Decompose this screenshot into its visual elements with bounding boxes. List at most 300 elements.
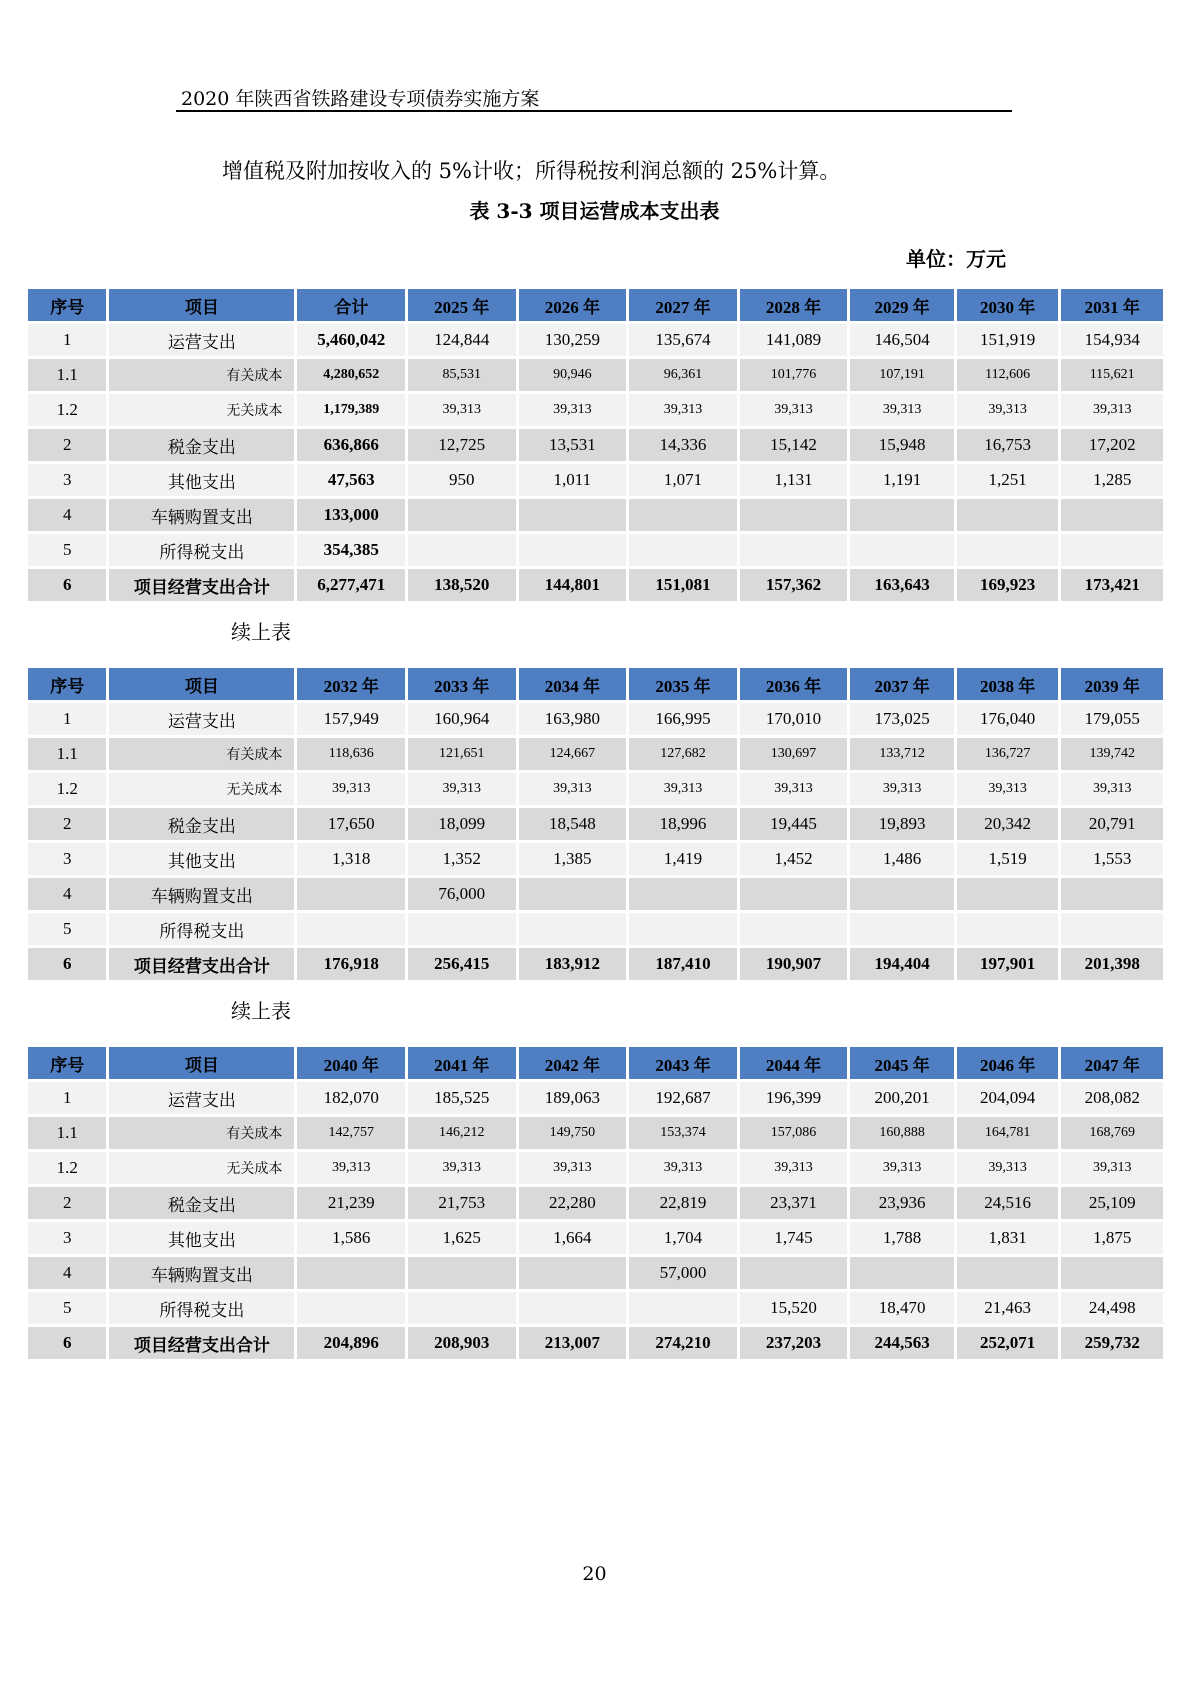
value-cell	[740, 878, 848, 910]
column-header: 项目	[109, 289, 294, 321]
value-cell	[850, 913, 954, 945]
row-index-cell: 1.2	[28, 773, 106, 805]
value-cell: 47,563	[297, 464, 405, 496]
row-index-cell: 3	[28, 464, 106, 496]
value-cell: 160,964	[408, 703, 516, 735]
value-cell	[1061, 878, 1163, 910]
value-cell: 160,888	[850, 1117, 954, 1149]
table-row	[28, 324, 1163, 356]
value-cell: 1,285	[1061, 464, 1163, 496]
value-cell: 197,901	[957, 948, 1059, 980]
column-header: 序号	[28, 289, 106, 321]
value-cell: 164,781	[957, 1117, 1059, 1149]
value-cell: 142,757	[297, 1117, 405, 1149]
column-header: 2038 年	[957, 668, 1059, 700]
table-header-row	[28, 1047, 1163, 1079]
value-cell	[297, 1257, 405, 1289]
page-number: 20	[582, 1563, 607, 1585]
row-index-cell: 4	[28, 1257, 106, 1289]
table-row	[28, 429, 1163, 461]
value-cell: 190,907	[740, 948, 848, 980]
value-cell: 185,525	[408, 1082, 516, 1114]
value-cell: 950	[408, 464, 516, 496]
row-item-cell: 税金支出	[109, 808, 294, 840]
value-cell: 21,239	[297, 1187, 405, 1219]
column-header: 2025 年	[408, 289, 516, 321]
value-cell: 636,866	[297, 429, 405, 461]
row-item-cell: 车辆购置支出	[109, 499, 294, 531]
value-cell: 130,259	[519, 324, 627, 356]
continue-label-2: 续上表	[231, 999, 291, 1023]
table-row	[28, 359, 1163, 391]
row-item-cell: 其他支出	[109, 464, 294, 496]
value-cell	[519, 1257, 627, 1289]
value-cell: 96,361	[629, 359, 737, 391]
row-index-cell: 2	[28, 808, 106, 840]
value-cell	[740, 1257, 848, 1289]
value-cell: 1,519	[957, 843, 1059, 875]
value-cell: 151,919	[957, 324, 1059, 356]
column-header: 序号	[28, 668, 106, 700]
value-cell	[408, 913, 516, 945]
value-cell: 124,667	[519, 738, 627, 770]
value-cell: 17,650	[297, 808, 405, 840]
value-cell: 18,099	[408, 808, 516, 840]
value-cell: 256,415	[408, 948, 516, 980]
value-cell: 20,342	[957, 808, 1059, 840]
row-index-cell: 3	[28, 1222, 106, 1254]
value-cell: 22,280	[519, 1187, 627, 1219]
value-cell	[957, 1257, 1059, 1289]
value-cell: 149,750	[519, 1117, 627, 1149]
value-cell: 39,313	[629, 773, 737, 805]
value-cell: 1,071	[629, 464, 737, 496]
value-cell: 183,912	[519, 948, 627, 980]
value-cell: 23,371	[740, 1187, 848, 1219]
row-index-cell: 1.1	[28, 1117, 106, 1149]
value-cell	[740, 499, 848, 531]
value-cell: 259,732	[1061, 1327, 1163, 1359]
value-cell	[297, 1292, 405, 1324]
value-cell: 19,893	[850, 808, 954, 840]
table-row	[28, 1187, 1163, 1219]
value-cell: 76,000	[408, 878, 516, 910]
value-cell	[740, 913, 848, 945]
value-cell: 130,697	[740, 738, 848, 770]
value-cell: 146,504	[850, 324, 954, 356]
value-cell: 39,313	[297, 1152, 405, 1184]
value-cell: 15,948	[850, 429, 954, 461]
value-cell: 194,404	[850, 948, 954, 980]
value-cell: 1,664	[519, 1222, 627, 1254]
row-item-cell: 项目经营支出合计	[109, 948, 294, 980]
value-cell: 15,142	[740, 429, 848, 461]
value-cell: 39,313	[629, 1152, 737, 1184]
value-cell: 39,313	[1061, 1152, 1163, 1184]
row-item-cell: 运营支出	[109, 324, 294, 356]
value-cell: 1,831	[957, 1222, 1059, 1254]
value-cell: 144,801	[519, 569, 627, 601]
column-header: 2027 年	[629, 289, 737, 321]
value-cell	[408, 499, 516, 531]
value-cell: 127,682	[629, 738, 737, 770]
value-cell: 133,000	[297, 499, 405, 531]
value-cell: 1,704	[629, 1222, 737, 1254]
row-item-cell: 税金支出	[109, 1187, 294, 1219]
value-cell: 1,385	[519, 843, 627, 875]
value-cell: 39,313	[740, 394, 848, 426]
row-item-cell: 其他支出	[109, 1222, 294, 1254]
value-cell: 90,946	[519, 359, 627, 391]
column-header: 2039 年	[1061, 668, 1163, 700]
value-cell: 39,313	[408, 773, 516, 805]
value-cell: 208,082	[1061, 1082, 1163, 1114]
value-cell: 135,674	[629, 324, 737, 356]
column-header: 2047 年	[1061, 1047, 1163, 1079]
value-cell: 274,210	[629, 1327, 737, 1359]
column-header: 2036 年	[740, 668, 848, 700]
row-index-cell: 6	[28, 1327, 106, 1359]
row-index-cell: 1	[28, 1082, 106, 1114]
value-cell: 1,553	[1061, 843, 1163, 875]
row-index-cell: 2	[28, 429, 106, 461]
value-cell	[740, 534, 848, 566]
value-cell: 157,086	[740, 1117, 848, 1149]
table-total-row	[28, 569, 1163, 601]
column-header: 2045 年	[850, 1047, 954, 1079]
value-cell: 25,109	[1061, 1187, 1163, 1219]
column-header: 2033 年	[408, 668, 516, 700]
value-cell: 354,385	[297, 534, 405, 566]
value-cell: 204,896	[297, 1327, 405, 1359]
value-cell	[850, 499, 954, 531]
value-cell	[408, 534, 516, 566]
value-cell: 39,313	[957, 773, 1059, 805]
value-cell: 121,651	[408, 738, 516, 770]
row-index-cell: 5	[28, 534, 106, 566]
value-cell: 168,769	[1061, 1117, 1163, 1149]
row-index-cell: 4	[28, 878, 106, 910]
row-item-cell: 无关成本	[109, 394, 294, 426]
table-row	[28, 913, 1163, 945]
value-cell: 18,548	[519, 808, 627, 840]
value-cell: 18,996	[629, 808, 737, 840]
value-cell: 173,025	[850, 703, 954, 735]
value-cell	[408, 1257, 516, 1289]
row-item-cell: 所得税支出	[109, 913, 294, 945]
value-cell: 204,094	[957, 1082, 1059, 1114]
row-item-cell: 运营支出	[109, 1082, 294, 1114]
value-cell: 39,313	[629, 394, 737, 426]
value-cell: 179,055	[1061, 703, 1163, 735]
value-cell: 163,980	[519, 703, 627, 735]
value-cell: 39,313	[957, 394, 1059, 426]
row-item-cell: 车辆购置支出	[109, 1257, 294, 1289]
row-index-cell: 1.2	[28, 394, 106, 426]
row-index-cell: 1	[28, 703, 106, 735]
value-cell: 157,362	[740, 569, 848, 601]
value-cell: 189,063	[519, 1082, 627, 1114]
value-cell: 39,313	[1061, 773, 1163, 805]
value-cell: 19,445	[740, 808, 848, 840]
row-item-cell: 无关成本	[109, 773, 294, 805]
row-index-cell: 3	[28, 843, 106, 875]
table-row	[28, 1117, 1163, 1149]
table-row	[28, 843, 1163, 875]
header-divider	[176, 110, 1012, 112]
row-index-cell: 4	[28, 499, 106, 531]
value-cell: 39,313	[1061, 394, 1163, 426]
value-cell: 22,819	[629, 1187, 737, 1219]
value-cell: 1,486	[850, 843, 954, 875]
cost-table-2025-2031	[25, 286, 1166, 604]
value-cell: 200,201	[850, 1082, 954, 1114]
column-header: 2028 年	[740, 289, 848, 321]
value-cell: 24,498	[1061, 1292, 1163, 1324]
value-cell: 138,520	[408, 569, 516, 601]
value-cell: 169,923	[957, 569, 1059, 601]
row-index-cell: 6	[28, 569, 106, 601]
value-cell: 146,212	[408, 1117, 516, 1149]
row-item-cell: 车辆购置支出	[109, 878, 294, 910]
column-header: 合计	[297, 289, 405, 321]
value-cell: 39,313	[519, 773, 627, 805]
value-cell	[1061, 534, 1163, 566]
value-cell: 112,606	[957, 359, 1059, 391]
value-cell: 187,410	[629, 948, 737, 980]
table-row	[28, 808, 1163, 840]
intro-paragraph: 增值税及附加按收入的 5%计收；所得税按利润总额的 25%计算。	[222, 159, 841, 183]
value-cell: 1,625	[408, 1222, 516, 1254]
value-cell: 139,742	[1061, 738, 1163, 770]
table-row	[28, 394, 1163, 426]
value-cell: 23,936	[850, 1187, 954, 1219]
value-cell: 176,918	[297, 948, 405, 980]
row-item-cell: 所得税支出	[109, 534, 294, 566]
value-cell: 1,251	[957, 464, 1059, 496]
column-header: 序号	[28, 1047, 106, 1079]
value-cell: 1,452	[740, 843, 848, 875]
table-row	[28, 1152, 1163, 1184]
row-item-cell: 所得税支出	[109, 1292, 294, 1324]
value-cell: 176,040	[957, 703, 1059, 735]
value-cell: 154,934	[1061, 324, 1163, 356]
value-cell: 21,463	[957, 1292, 1059, 1324]
table-row	[28, 1222, 1163, 1254]
value-cell: 192,687	[629, 1082, 737, 1114]
column-header: 2032 年	[297, 668, 405, 700]
value-cell: 1,788	[850, 1222, 954, 1254]
table-row	[28, 534, 1163, 566]
table-row	[28, 464, 1163, 496]
value-cell: 39,313	[850, 773, 954, 805]
value-cell: 252,071	[957, 1327, 1059, 1359]
value-cell: 196,399	[740, 1082, 848, 1114]
value-cell: 39,313	[850, 394, 954, 426]
value-cell: 14,336	[629, 429, 737, 461]
column-header: 项目	[109, 668, 294, 700]
value-cell: 182,070	[297, 1082, 405, 1114]
table-total-row	[28, 1327, 1163, 1359]
continue-label-1: 续上表	[231, 620, 291, 644]
row-item-cell: 有关成本	[109, 359, 294, 391]
row-index-cell: 1	[28, 324, 106, 356]
value-cell: 39,313	[740, 773, 848, 805]
value-cell: 201,398	[1061, 948, 1163, 980]
value-cell: 1,352	[408, 843, 516, 875]
value-cell	[519, 499, 627, 531]
value-cell: 20,791	[1061, 808, 1163, 840]
value-cell: 39,313	[740, 1152, 848, 1184]
value-cell: 6,277,471	[297, 569, 405, 601]
cost-table-2032-2039	[25, 665, 1166, 983]
value-cell: 1,586	[297, 1222, 405, 1254]
value-cell: 16,753	[957, 429, 1059, 461]
row-item-cell: 其他支出	[109, 843, 294, 875]
column-header: 2041 年	[408, 1047, 516, 1079]
value-cell	[519, 913, 627, 945]
value-cell: 166,995	[629, 703, 737, 735]
value-cell: 39,313	[957, 1152, 1059, 1184]
value-cell: 13,531	[519, 429, 627, 461]
value-cell: 1,419	[629, 843, 737, 875]
row-index-cell: 5	[28, 913, 106, 945]
row-index-cell: 6	[28, 948, 106, 980]
value-cell	[850, 1257, 954, 1289]
value-cell	[629, 878, 737, 910]
document-header-title: 2020 年陕西省铁路建设专项债券实施方案	[181, 88, 540, 110]
value-cell: 151,081	[629, 569, 737, 601]
row-index-cell: 5	[28, 1292, 106, 1324]
value-cell: 124,844	[408, 324, 516, 356]
value-cell: 141,089	[740, 324, 848, 356]
value-cell	[629, 913, 737, 945]
value-cell: 118,636	[297, 738, 405, 770]
value-cell: 39,313	[850, 1152, 954, 1184]
value-cell	[519, 534, 627, 566]
table-row	[28, 878, 1163, 910]
row-item-cell: 有关成本	[109, 1117, 294, 1149]
table-header-row	[28, 289, 1163, 321]
value-cell	[519, 878, 627, 910]
value-cell: 244,563	[850, 1327, 954, 1359]
value-cell: 4,280,652	[297, 359, 405, 391]
value-cell: 1,011	[519, 464, 627, 496]
row-index-cell: 1.1	[28, 738, 106, 770]
value-cell	[1061, 1257, 1163, 1289]
row-item-cell: 有关成本	[109, 738, 294, 770]
value-cell: 39,313	[408, 1152, 516, 1184]
value-cell: 107,191	[850, 359, 954, 391]
row-item-cell: 无关成本	[109, 1152, 294, 1184]
value-cell: 39,313	[519, 1152, 627, 1184]
value-cell: 85,531	[408, 359, 516, 391]
value-cell: 170,010	[740, 703, 848, 735]
value-cell: 5,460,042	[297, 324, 405, 356]
value-cell: 1,745	[740, 1222, 848, 1254]
value-cell	[957, 878, 1059, 910]
value-cell: 17,202	[1061, 429, 1163, 461]
value-cell: 15,520	[740, 1292, 848, 1324]
column-header: 2044 年	[740, 1047, 848, 1079]
value-cell	[629, 534, 737, 566]
value-cell	[629, 499, 737, 531]
value-cell: 18,470	[850, 1292, 954, 1324]
table-header-row	[28, 668, 1163, 700]
column-header: 2046 年	[957, 1047, 1059, 1079]
table-row	[28, 1292, 1163, 1324]
column-header: 2029 年	[850, 289, 954, 321]
value-cell: 1,875	[1061, 1222, 1163, 1254]
column-header: 2042 年	[519, 1047, 627, 1079]
value-cell	[297, 913, 405, 945]
column-header: 2037 年	[850, 668, 954, 700]
table-row	[28, 738, 1163, 770]
unit-label: 单位：万元	[906, 247, 1006, 271]
value-cell: 39,313	[297, 773, 405, 805]
table-total-row	[28, 948, 1163, 980]
value-cell	[1061, 913, 1163, 945]
value-cell: 1,179,389	[297, 394, 405, 426]
row-item-cell: 税金支出	[109, 429, 294, 461]
value-cell	[408, 1292, 516, 1324]
column-header: 2034 年	[519, 668, 627, 700]
row-index-cell: 1.2	[28, 1152, 106, 1184]
value-cell	[957, 534, 1059, 566]
row-index-cell: 1.1	[28, 359, 106, 391]
value-cell: 12,725	[408, 429, 516, 461]
value-cell	[957, 499, 1059, 531]
value-cell: 1,318	[297, 843, 405, 875]
row-item-cell: 项目经营支出合计	[109, 1327, 294, 1359]
value-cell: 163,643	[850, 569, 954, 601]
value-cell: 1,191	[850, 464, 954, 496]
value-cell: 1,131	[740, 464, 848, 496]
table-row	[28, 499, 1163, 531]
value-cell: 39,313	[519, 394, 627, 426]
value-cell: 39,313	[408, 394, 516, 426]
column-header: 2031 年	[1061, 289, 1163, 321]
value-cell	[850, 534, 954, 566]
table-row	[28, 1257, 1163, 1289]
value-cell: 21,753	[408, 1187, 516, 1219]
value-cell: 237,203	[740, 1327, 848, 1359]
value-cell	[850, 878, 954, 910]
value-cell: 208,903	[408, 1327, 516, 1359]
value-cell: 57,000	[629, 1257, 737, 1289]
column-header: 项目	[109, 1047, 294, 1079]
value-cell: 136,727	[957, 738, 1059, 770]
row-item-cell: 运营支出	[109, 703, 294, 735]
row-item-cell: 项目经营支出合计	[109, 569, 294, 601]
value-cell: 213,007	[519, 1327, 627, 1359]
value-cell: 173,421	[1061, 569, 1163, 601]
column-header: 2043 年	[629, 1047, 737, 1079]
table-title: 表 3-3 项目运营成本支出表	[469, 199, 720, 223]
value-cell: 115,621	[1061, 359, 1163, 391]
value-cell	[629, 1292, 737, 1324]
value-cell	[519, 1292, 627, 1324]
value-cell: 153,374	[629, 1117, 737, 1149]
column-header: 2035 年	[629, 668, 737, 700]
cost-table-2040-2047	[25, 1044, 1166, 1362]
value-cell: 101,776	[740, 359, 848, 391]
column-header: 2030 年	[957, 289, 1059, 321]
value-cell	[957, 913, 1059, 945]
value-cell	[297, 878, 405, 910]
value-cell	[1061, 499, 1163, 531]
value-cell: 157,949	[297, 703, 405, 735]
